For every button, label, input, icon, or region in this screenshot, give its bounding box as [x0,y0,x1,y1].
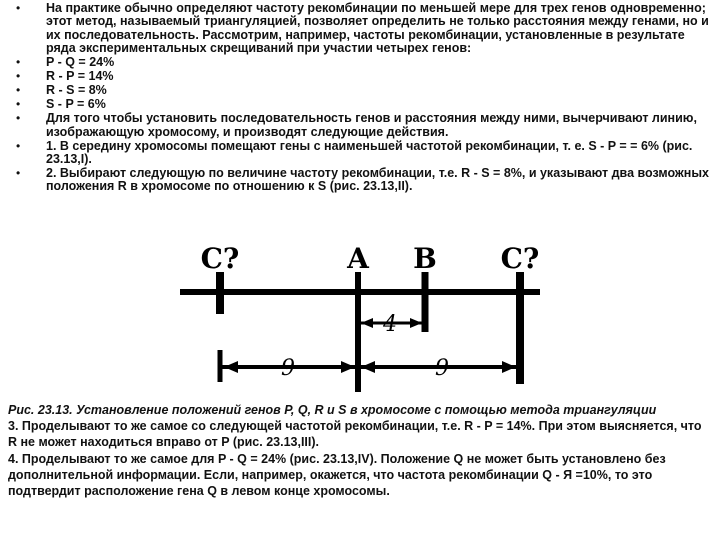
paragraph-step-4: 4. Проделывают то же самое для P - Q = 24% (рис. 23.13,IV). Положение Q не может быть установлено без дополнительной информации. Если, например, окажется, что частота рекомбинации Q - Я =10%, то это подтвердит расположение гена Q в левом конце хромосомы. [8,451,666,499]
distance-label-rs-left: 9 [281,356,295,381]
arrowhead-rs-right-b [502,361,516,373]
bullet-list [16,2,716,194]
bullet-step-2: • 2. Выбирают следующую по величине частоту рекомбинации, т.е. R - S = 8%, и указывают два возможных положения R в хромосоме по отношению к S (рис. 23.13,II). [16,167,716,194]
arrowhead-sp-right [410,318,422,328]
bullet-intro: • На практике обычно определяют частоту рекомбинации по меньшей мере для трех генов одновременно; этот метод, называемый триангуляцией, позволяет определить не только расстояния между генами, но и их последовательность. Рассмотрим, например, частоты рекомбинации, установленные в результате ряда экспериментальных скрещиваний при участии четырех генов: [16,2,716,56]
distance-label-rs-right: 9 [435,356,449,381]
figure-caption: Рис. 23.13. Установление положений генов P, Q, R и S в хромосоме с помощью метода триангуляции [8,403,657,417]
distance-label-sp: 4 [383,312,397,337]
arrowhead-sp-left [361,318,373,328]
caption-block [8,402,713,499]
arrowhead-rs-left-b [341,361,355,373]
bullet-sp: • S - P = 6% [16,98,716,111]
bullet-rp: • R - P = 14% [16,70,716,83]
gene-label-r-left: C? [200,242,240,275]
bullet-procedure: • Для того чтобы установить последовательность генов и расстояния между ними, вычерчивают линию, изображающую хромосому, и производят следующие действия. [16,112,716,139]
chromosome-diagram [180,232,540,392]
bullet-step-1: • 1. В середину хромосомы помещают гены с наименьшей частотой рекомбинации, т. е. S - P = = 6% (рис. 23.13,I). [16,140,716,167]
bullet-rs: • R - S = 8% [16,84,716,97]
arrowhead-rs-left-a [224,361,238,373]
paragraph-step-3: 3. Проделывают то же самое со следующей частотой рекомбинации, т.е. R - P = 14%. При этом выясняется, что R не может находиться вправо от P (рис. 23.13,III). [8,419,702,450]
gene-label-r-right: C? [500,242,540,275]
bullet-pq: • P - Q = 24% [16,56,716,69]
chromosome-figure [180,232,540,392]
gene-label-p: B [413,242,437,275]
arrowhead-rs-right-a [361,361,375,373]
gene-label-s: A [347,242,369,275]
